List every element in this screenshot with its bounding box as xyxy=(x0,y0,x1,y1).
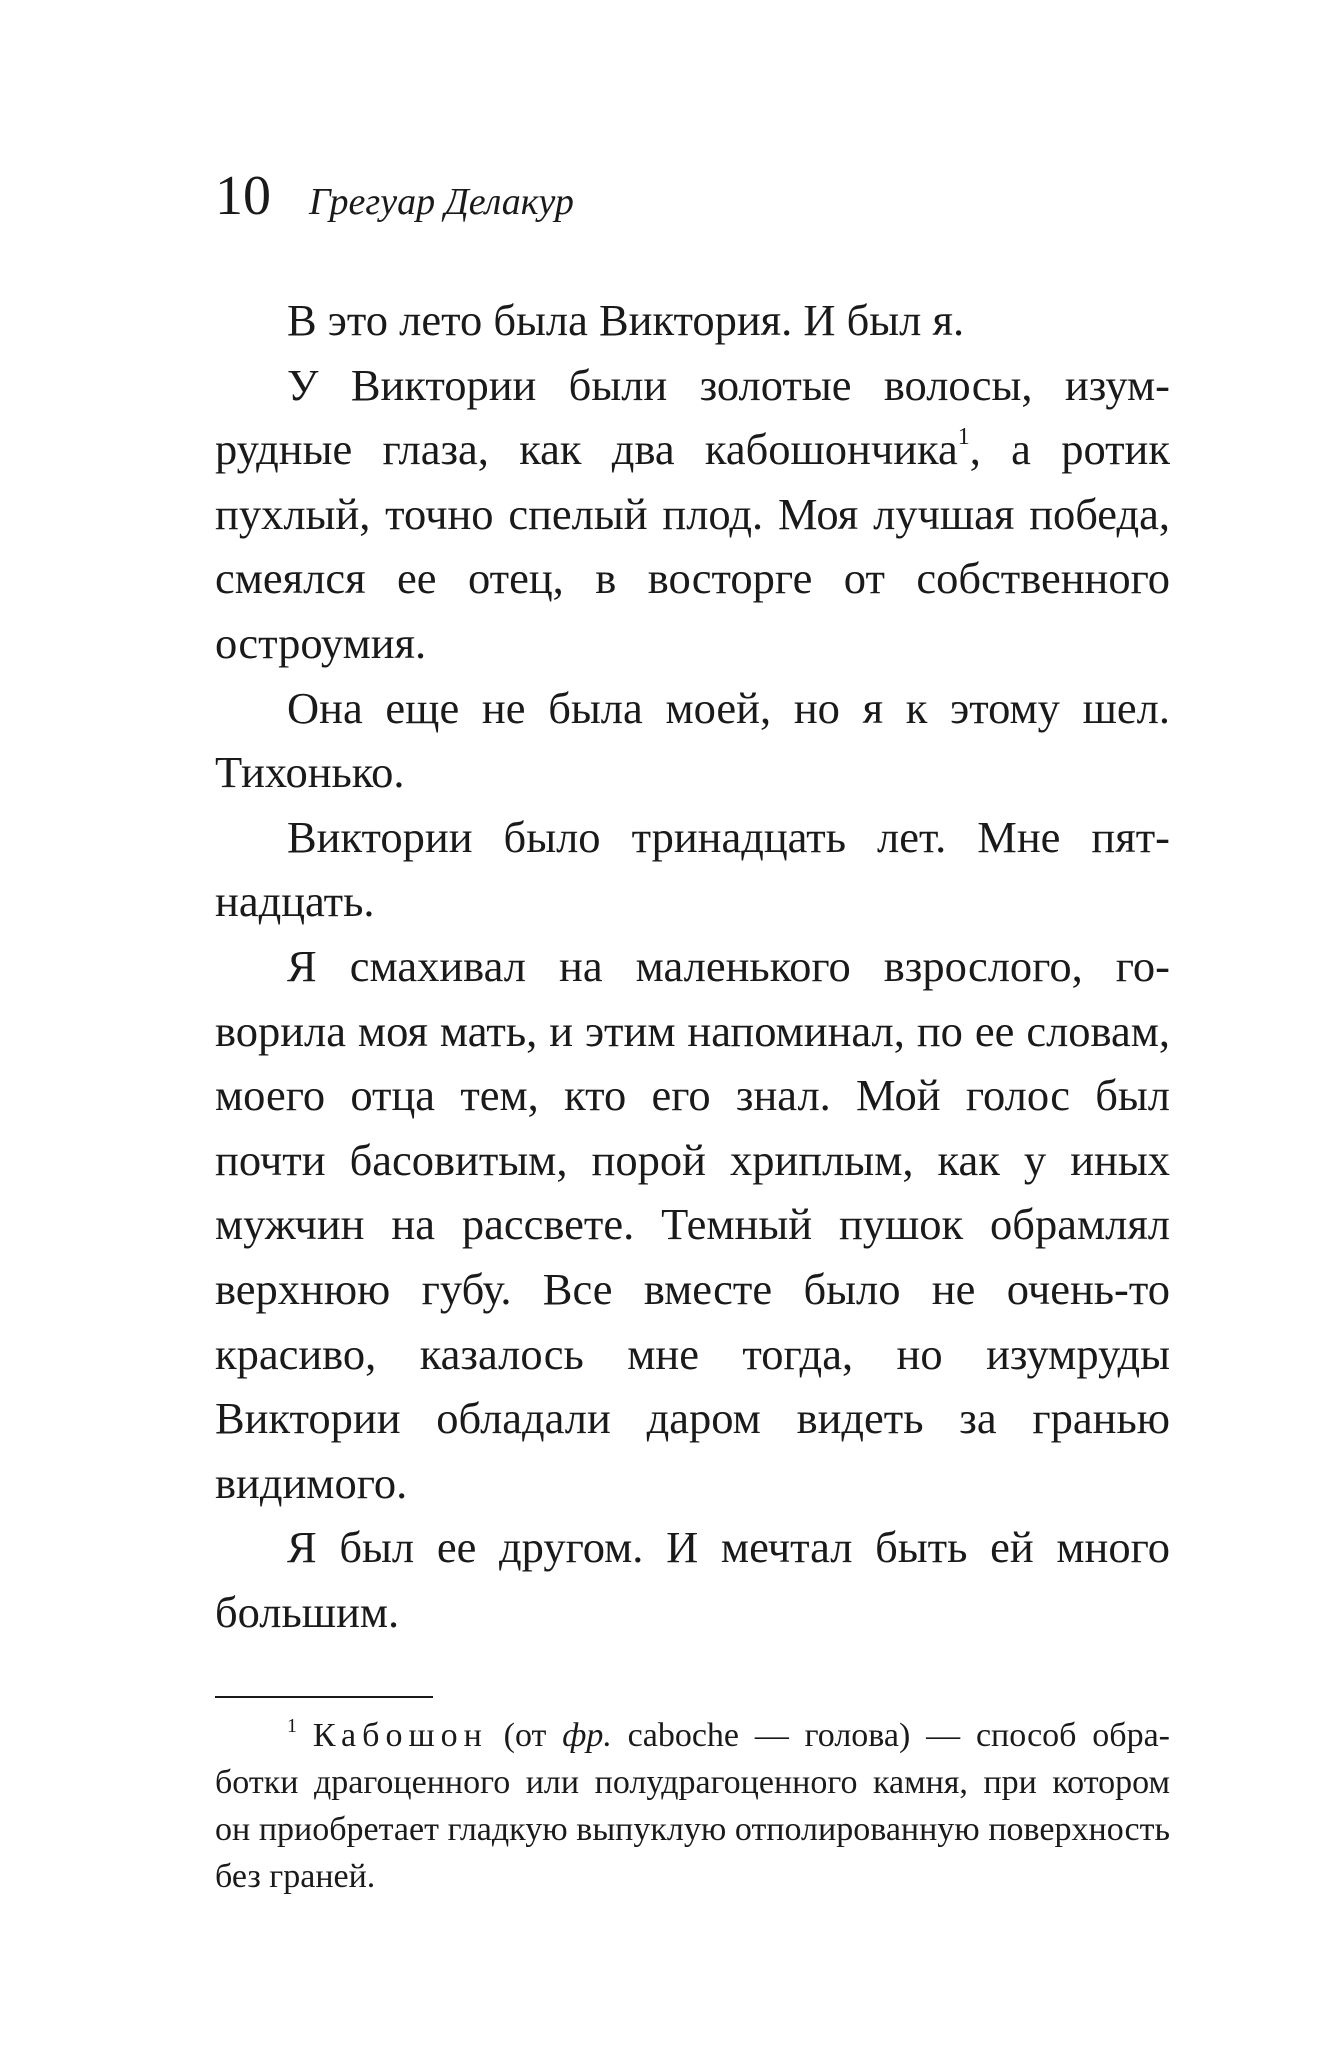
paragraph: Виктории было тринадцать лет. Мне пятнадцать. xyxy=(215,811,1170,927)
paragraph: В это лето была Виктория. И был я. xyxy=(287,295,965,345)
body-text xyxy=(215,288,1170,1644)
footnote-text: caboche — голова) — способ обработки драгоценного или полудрагоценного камня, при котором он приобретает гладкую выпуклую отполированную поверхность без граней. xyxy=(215,1717,1170,1896)
footnote xyxy=(215,1712,1170,1900)
footnote-divider xyxy=(215,1696,433,1698)
paragraph xyxy=(215,353,1170,676)
running-head-author: Грегуар Делакур xyxy=(309,181,574,223)
footnote-mark: 1 xyxy=(287,1715,297,1738)
footnote-reference: 1 xyxy=(957,424,970,451)
footnote-language-abbreviation: фр. xyxy=(562,1717,612,1755)
paragraph: Она еще не была моей, но я к этому шел. Тихонько. xyxy=(215,682,1170,798)
paragraph-text: , а ротик пухлый, точно спелый плод. Моя лучшая победа, смеялся ее отец, в восторге от собственного остроумия. xyxy=(215,424,1170,668)
footnote-term: Кабошон xyxy=(312,1717,488,1755)
running-head xyxy=(215,165,1170,238)
paragraph: Я был ее другом. И мечтал быть ей много большим. xyxy=(215,1522,1170,1637)
page-number: 10 xyxy=(215,165,271,227)
footnote-text: (от xyxy=(487,1717,563,1755)
paragraph: Я смахивал на маленького взрослого, говорила моя мать, и этим напоминал, по ее словам, моего отца тем, кто его знал. Мой голос был почти басовитым, порой хриплым, как у иных мужчин на рассвете. Темный пушок обрамлял верхнюю губу. Все вместе было не очень-то красиво, казалось мне тогда, но изумруды Виктории обладали даром видеть за гранью видимого. xyxy=(215,940,1170,1508)
page-content xyxy=(215,165,1170,1900)
paragraph-text: У Виктории были золотые волосы, изумрудные глаза, как два кабошончика xyxy=(215,359,1170,475)
